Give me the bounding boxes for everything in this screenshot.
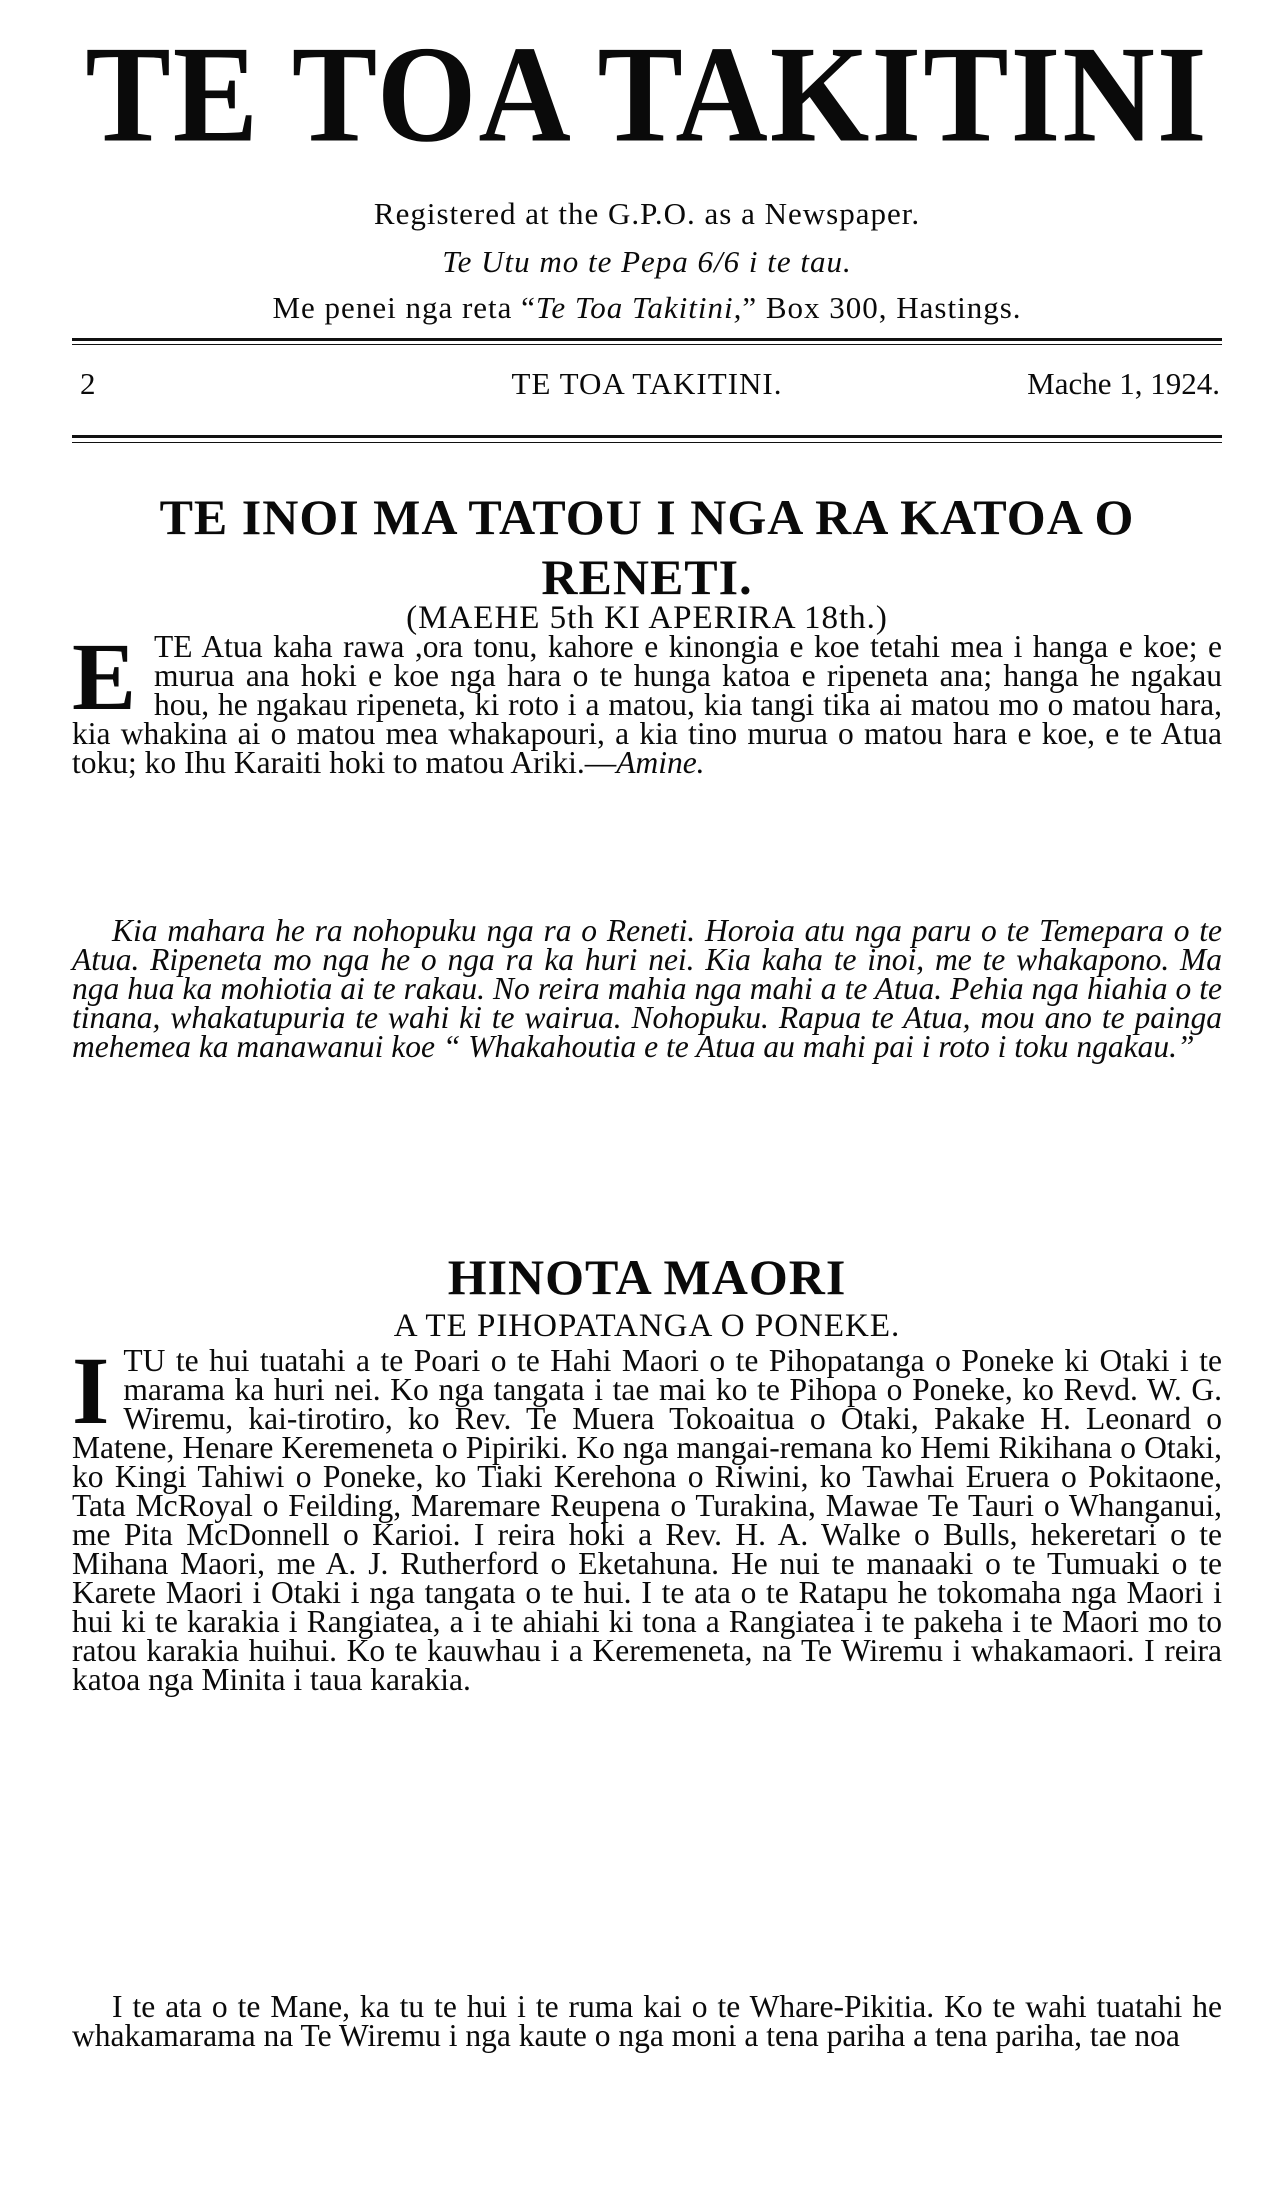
issue-date: Mache 1, 1924. — [1027, 366, 1220, 401]
header-rule-top-thin — [72, 344, 1222, 345]
hinota-heading: HINOTA MAORI — [447, 1249, 847, 1305]
prayer-subheading: (MAEHE 5th KI APERIRA 18th.) — [406, 600, 888, 636]
header-rule-bottom-thin — [72, 442, 1222, 443]
subscription-price-line: Te Utu mo te Pepa 6/6 i te tau. — [442, 244, 852, 279]
prayer-paragraph — [72, 623, 1222, 780]
registration-line: Registered at the G.P.O. as a Newspaper. — [373, 196, 921, 231]
address-suffix: ” Box 300, Hastings. — [742, 290, 1022, 325]
hinota-paragraph-2: I te ata o te Mane, ka tu te hui i te ruma kai o te Whare-Pikitia. Ko te wahi tuatahi he whakamarama na Te Wiremu i nga kaute o nga moni a tena pariha a tena pariha, tae noa — [72, 1989, 1222, 2053]
prayer-heading-line2: RENETI. — [541, 549, 753, 605]
hinota-drop-cap: I — [72, 1337, 110, 1444]
running-header — [72, 366, 1222, 416]
prayer-body: TE Atua kaha rawa ,ora tonu, kahore e kinongia e koe tetahi mea i hanga e koe; e murua ana hoki e koe nga hara o te hunga katoa e ripeneta ana; hanga he ngakau hou, he ngakau ripeneta, ki roto i a matou, kia tangi tika ai matou mo o matou hara, kia whakina ai o matou mea whakapouri, a kia tino murua o matou hara e koe, e te Atua toku; ko Ihu Karaiti hoki to matou Ariki.— — [72, 629, 1222, 780]
address-title: Te Toa Takitini, — [535, 290, 743, 325]
header-rule-bottom — [72, 435, 1222, 438]
page-number: 2 — [80, 366, 96, 401]
address-line — [72, 290, 1222, 326]
prayer-amen: Amine. — [616, 745, 705, 780]
address-prefix: Me penei nga reta “ — [272, 290, 536, 325]
hinota-body-1: TU te hui tuatahi a te Poari o te Hahi Maori o te Pihopatanga o Poneke ki Otaki i te marama ka huri nei. Ko nga tangata i tae mai ko te Pihopa o Poneke, ko Revd. W. G. Wiremu, kai-tirotiro, ko Rev. Te Muera Tokoaitua o Otaki, Pakake H. Leonard o Matene, Henare Keremeneta o Pipiriki. Ko nga mangai-remana ko Hemi Rikihana o Otaki, ko Kingi Tahiwi o Poneke, ko Tiaki Kerehona o Riwini, ko Tawhai Eruera o Pokitaone, Tata McRoyal o Feilding, Maremare Reupena o Turakina, Mawae Te Tauri o Whanganui, me Pita McDonnell o Karioi. I reira hoki a Rev. H. A. Walke o Bulls, hekeretari o te Mihana Maori, me A. J. Rutherford o Eketahuna. He nui te manaaki o te Tumuaki o te Karete Maori i Otaki i nga tangata o te hui. I te ata o te Ratapu he tokomaha nga Maori i hui ki te karakia i Rangiatea, a i te ahiahi ki tona a Rangiatea i te pakeha i te Maori mo to ratou karakia huihui. Ko te kauwhau i a Keremeneta, na Te Wiremu i whakamaori. I reira katoa nga Minita i taua karakia. — [72, 1343, 1222, 1697]
prayer-drop-cap: E — [72, 623, 137, 730]
header-rule-top — [72, 338, 1222, 341]
hinota-paragraph-1 — [72, 1337, 1222, 1697]
lent-exhortation: Kia mahara he ra nohopuku nga ra o Reneti. Horoia atu nga paru o te Temepara o te Atua. Ripeneta mo nga he o nga ra ka huri nei. Kia kaha te inoi, me te whakapono. Ma nga hua ka mohiotia ai te rakau. No reira mahia nga mahi a te Atua. Pehia nga hiahia o te tinana, whakatupuria te wahi ki te wairua. Nohopuku. Rapua te Atua, mou ano te painga mehemea ka manawanui koe “ Whakahoutia e te Atua au mahi pai i roto i toku ngakau.” — [72, 913, 1222, 1064]
running-title: TE TOA TAKITINI. — [511, 366, 783, 401]
masthead-title: TE TOA TAKITINI — [85, 17, 1209, 171]
prayer-heading-line1: TE INOI MA TATOU I NGA RA KATOA O — [159, 489, 1135, 545]
hinota-subheading: A TE PIHOPATANGA O PONEKE. — [393, 1308, 901, 1344]
